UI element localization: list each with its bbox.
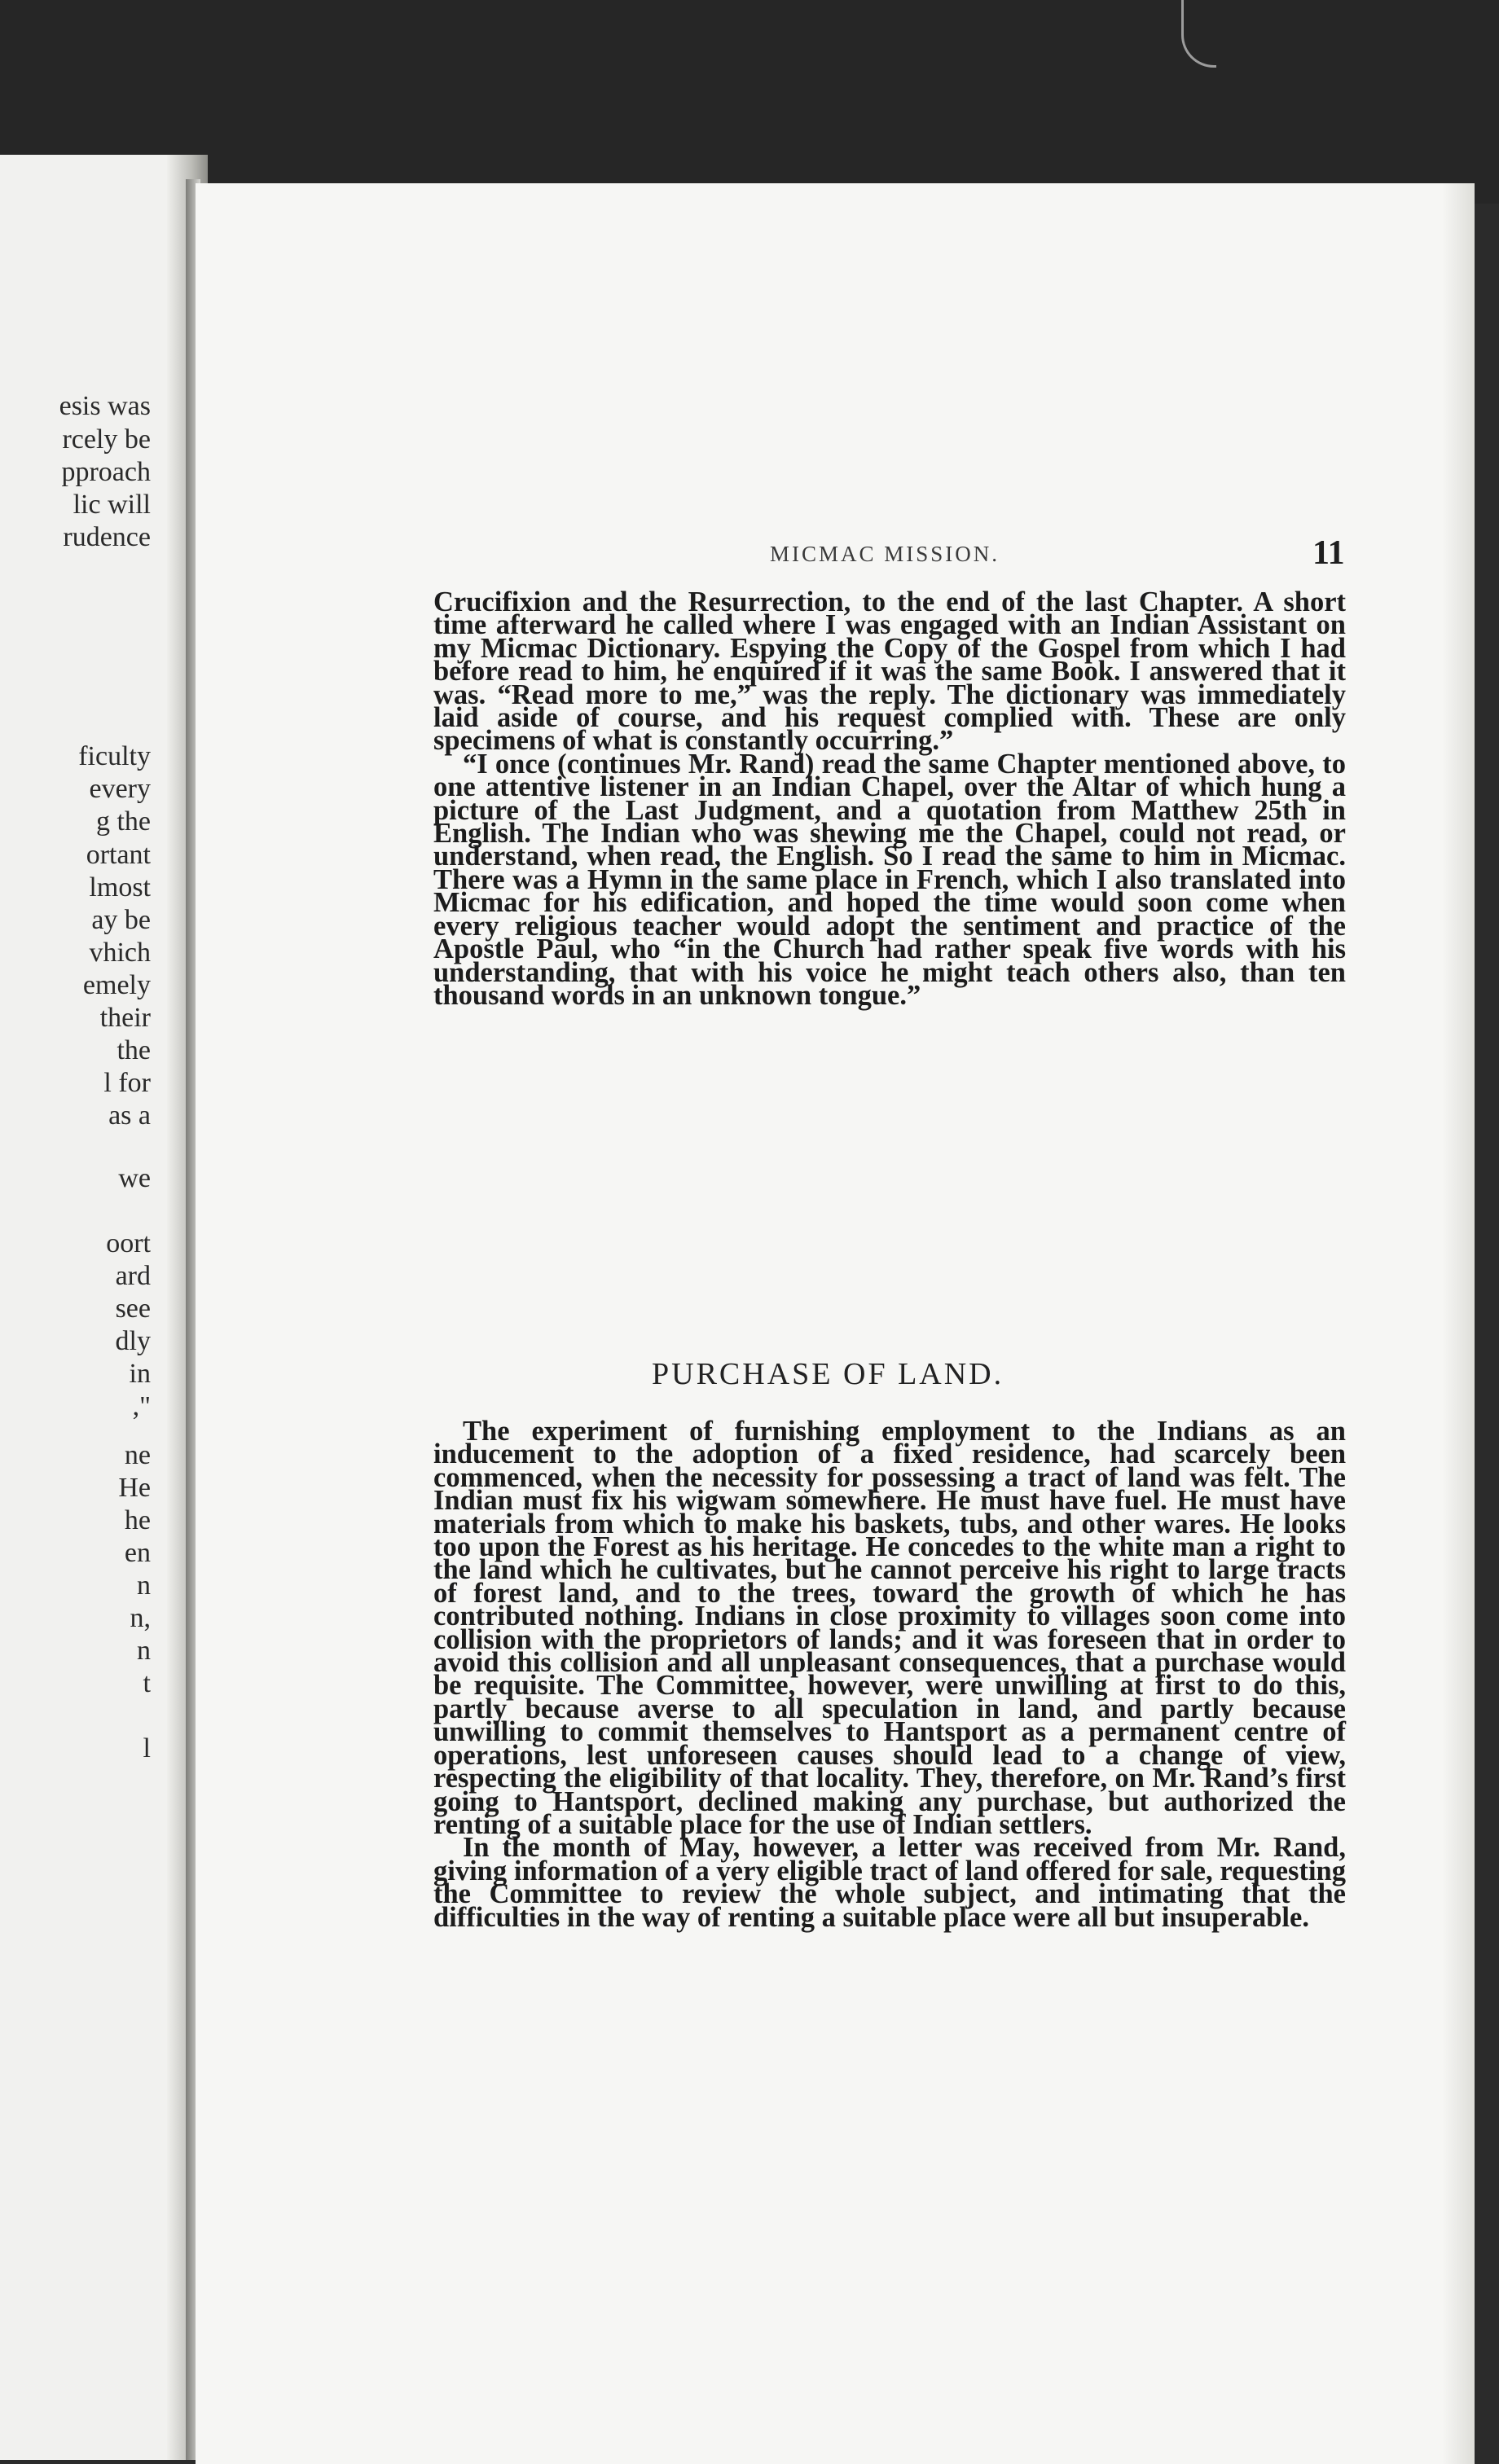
book-page — [196, 183, 1475, 2464]
paragraph: “I once (continues Mr. Rand) read the same Chapter mentioned above, to one attentive listener in an Indian Chapel, over the Altar of which hung a picture of the Last Judgment, and a quotation from Matthew 25th in English. The Indian who was shewing me the Chapel, could not read, or understand, when read, the English. So I read the same to him in Micmac. There was a Hymn in the same place in French, which I also translated into Micmac for his edification, and hoped the time would soon come when every religious teacher would adopt the sentiment and practice of the Apostle Paul, who “in the Church had rather speak five words with his understanding, that with his voice he might teach others also, than ten thousand words in an unknown tongue.” — [433, 748, 1346, 1011]
prev-page-line: rudence — [63, 522, 151, 552]
text-block-top — [433, 586, 1346, 1011]
prev-page-line: emely — [82, 970, 151, 1000]
prev-page-line: ficulty — [78, 741, 151, 771]
prev-page-line: the — [116, 1035, 151, 1065]
page-number: 11 — [1312, 534, 1345, 572]
prev-page-line: vhich — [89, 938, 151, 968]
scan-background — [0, 0, 1499, 204]
prev-page-line: l — [143, 1733, 151, 1763]
prev-page-line: see — [115, 1293, 151, 1324]
prev-page-line: ," — [132, 1391, 151, 1421]
prev-page-line: their — [99, 1003, 151, 1033]
paragraph: Crucifixion and the Resurrection, to the end of the last Chapter. A short time afterward he called where I was engaged with an Indian Assistant on my Micmac Dictionary. Espying the Copy of the Gospel from which I had before read to him, he enquired if it was the same Book. I answered that it was. “Read more to me,” was the reply. The dictionary was immediately laid aside of course, and his request complied with. These are only specimens of what is constantly occurring.” — [433, 586, 1346, 757]
prev-page-line: n — [137, 1636, 151, 1666]
prev-page-line: dly — [115, 1326, 151, 1356]
paragraph: The experiment of furnishing employment to the Indians as an inducement to the adoption of a fixed residence, had scarcely been commenced, when the necessity for possessing a tract of land was felt. The Indian must fix his wigwam somewhere. He must have fuel. He must have materials from which to make his baskets, tubs, and other wares. He looks too upon the Forest as his heritage. He concedes to the white man a right to the land which he cultivates, but he cannot perceive his right to large tracts of forest land, and to the trees, toward the growth of which he has contributed nothing. Indians in close proximity to villages soon come into collision with the proprietors of lands; and it was foreseen that in order to avoid this collision and all unpleasant consequences, that a purchase would be requisite. The Committee, however, were unwilling at first to do this, partly because averse to all speculation in land, and partly because unwilling to commit themselves to Hantsport as a permanent centre of operations, lest unforeseen causes should lead to a change of view, respecting the eligibility of that locality. They, therefore, on Mr. Rand’s first going to Hantsport, declined making any purchase, but authorized the renting of a suitable place for the use of Indian settlers. — [433, 1416, 1346, 1840]
previous-page — [0, 155, 208, 2460]
prev-page-line: n — [137, 1570, 151, 1601]
prev-page-line: n, — [130, 1603, 151, 1633]
prev-page-line: g the — [95, 806, 151, 837]
prev-page-line: He — [118, 1473, 151, 1503]
prev-page-line: rcely be — [62, 424, 151, 455]
running-head: MICMAC MISSION. — [770, 542, 1000, 566]
prev-page-line: pproach — [61, 457, 151, 487]
prev-page-line: every — [89, 774, 151, 804]
prev-page-line: ne — [124, 1440, 151, 1470]
prev-page-line: lmost — [89, 872, 151, 903]
prev-page-line: l for — [103, 1068, 151, 1098]
prev-page-line: ard — [115, 1261, 151, 1291]
prev-page-line: we — [118, 1163, 151, 1193]
page-edge — [1442, 183, 1475, 2464]
prev-page-line: in — [129, 1359, 151, 1389]
prev-page-line: ay be — [91, 905, 151, 935]
prev-page-line: oort — [106, 1228, 151, 1258]
prev-page-line: esis was — [59, 391, 151, 421]
text-block-bottom — [433, 1416, 1346, 1933]
prev-page-line: he — [124, 1505, 151, 1535]
prev-page-line: ortant — [86, 840, 151, 870]
paragraph: In the month of May, however, a letter was received from Mr. Rand, giving information of a very eligible tract of land offered for sale, requesting the Committee to review the whole subject, and intimating that the difficulties in the way of renting a suitable place were all but insuperable. — [433, 1832, 1346, 1933]
prev-page-line: lic will — [73, 490, 151, 520]
prev-page-line: en — [124, 1538, 151, 1568]
prev-page-line: t — [143, 1668, 151, 1698]
prev-page-line: as a — [108, 1100, 151, 1131]
section-heading: PURCHASE OF LAND. — [652, 1357, 1004, 1391]
